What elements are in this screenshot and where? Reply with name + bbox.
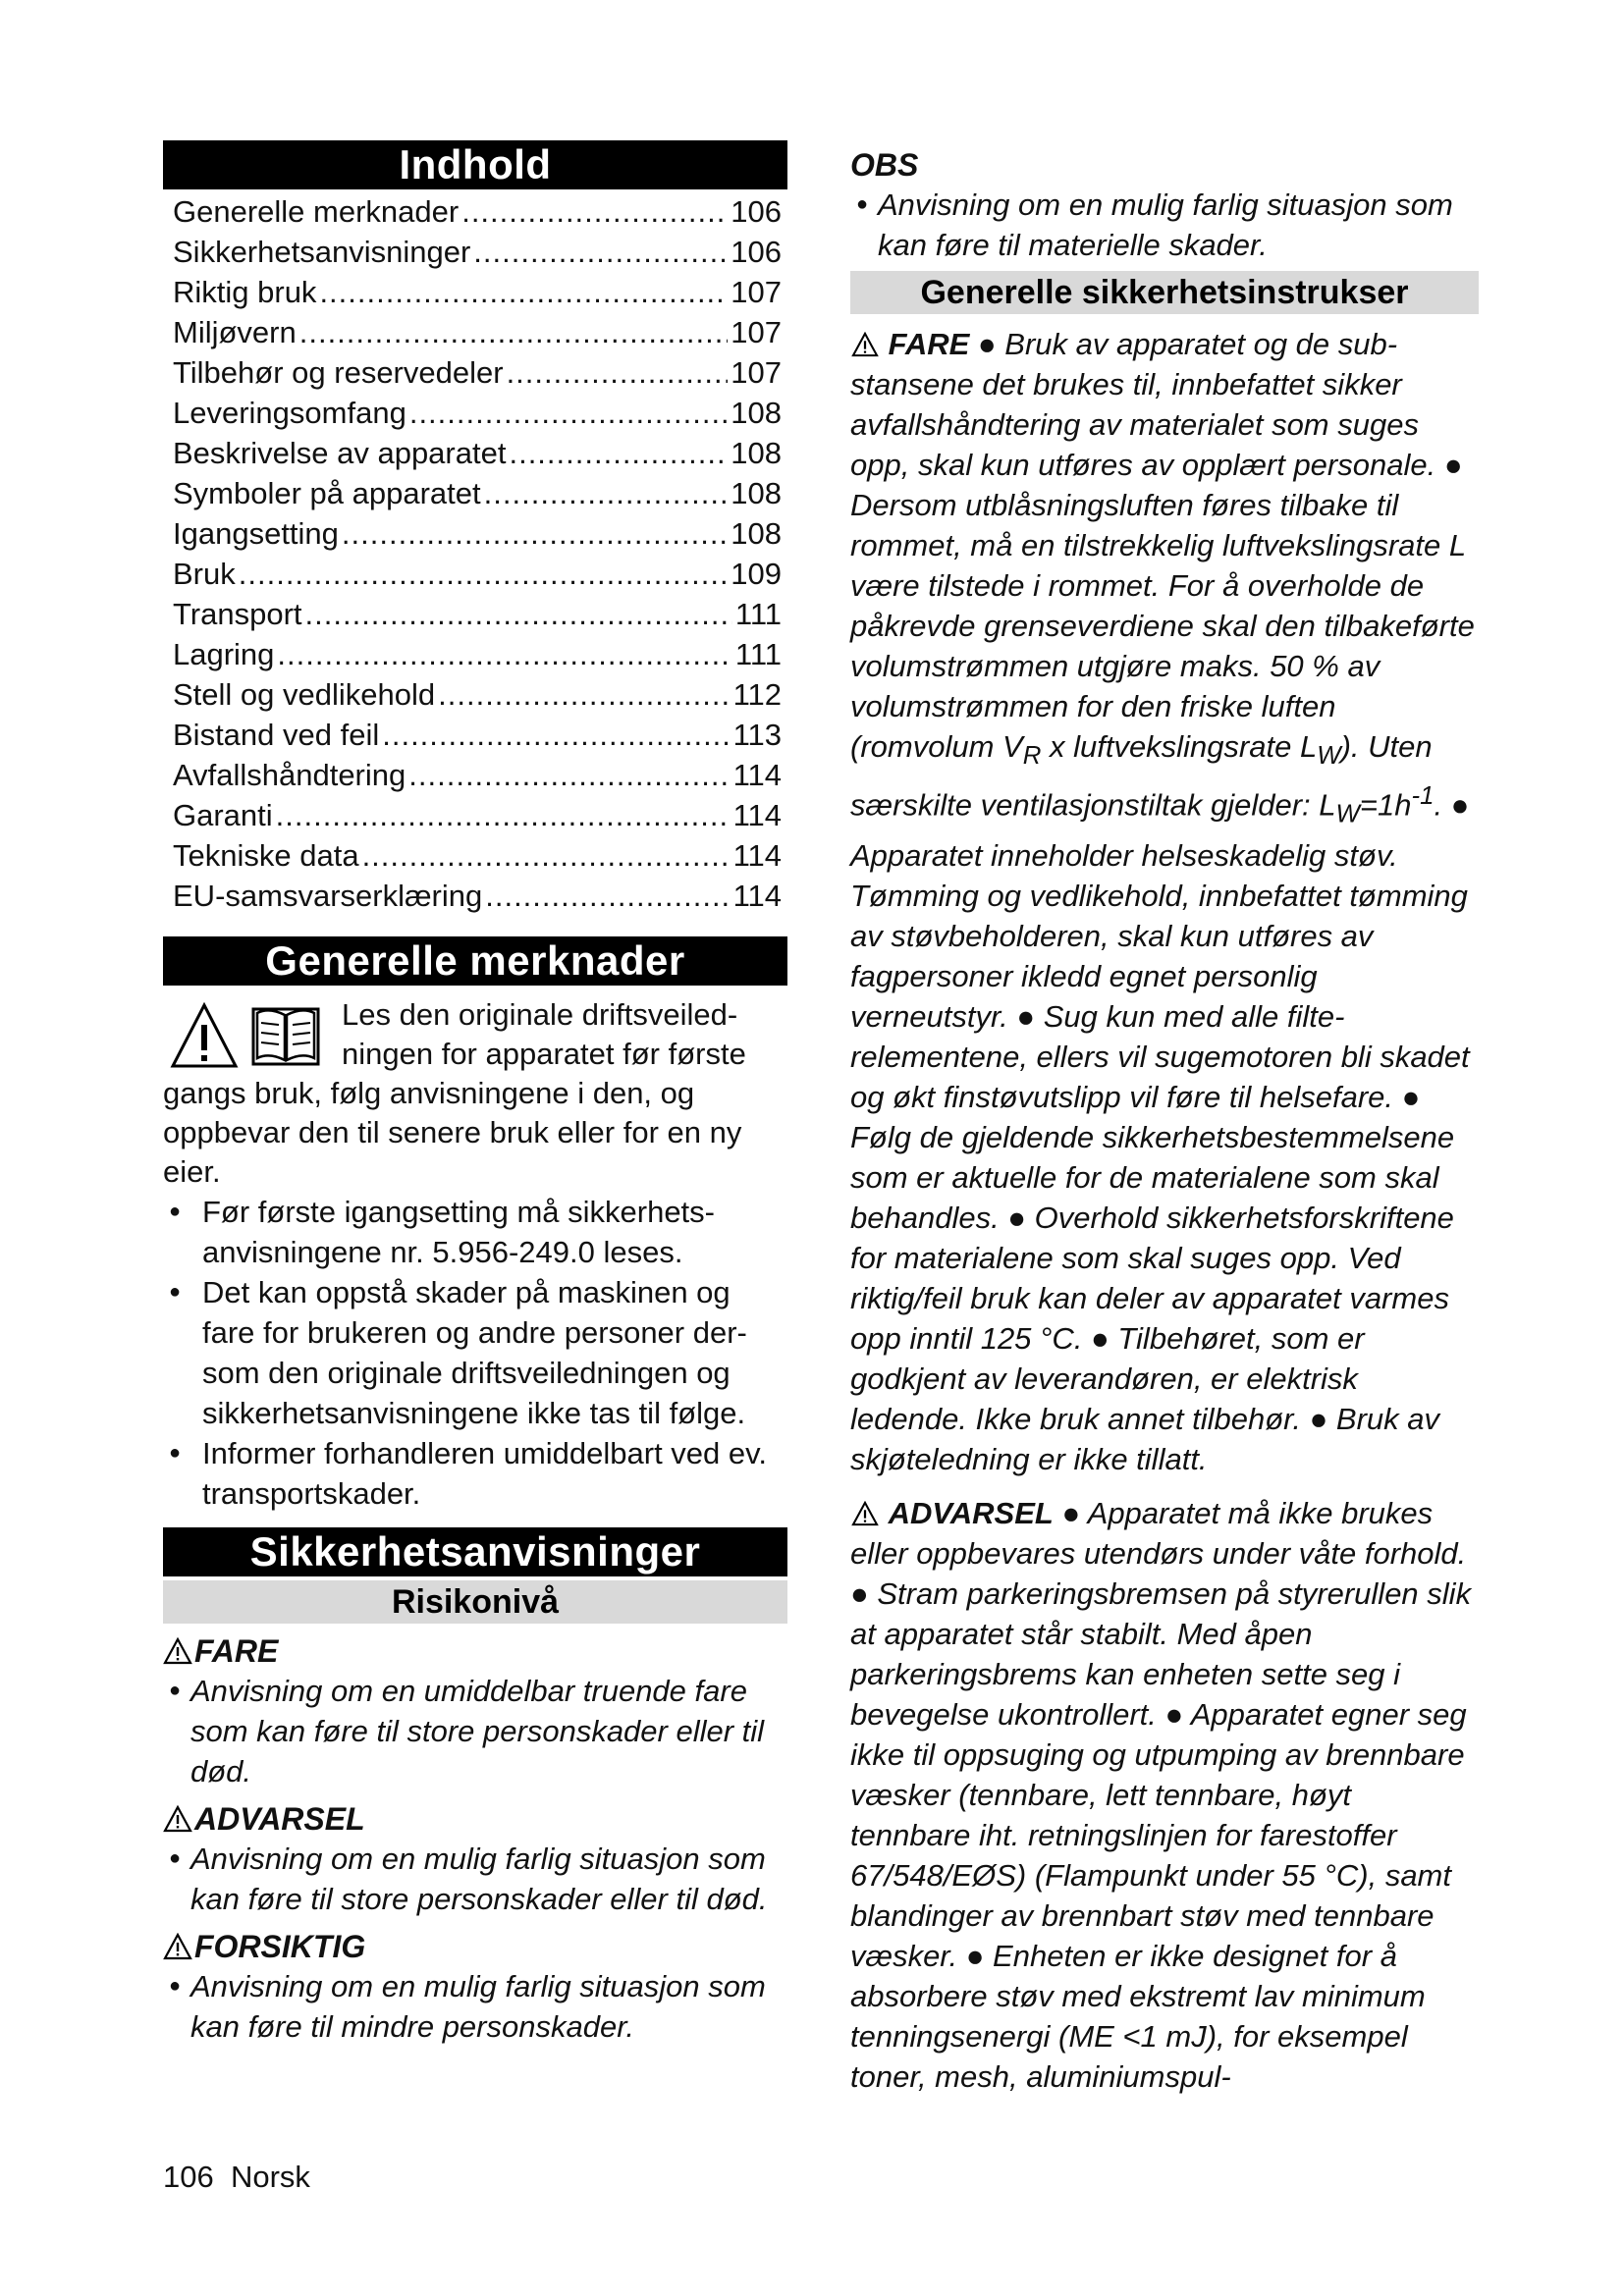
toc-entry-page: 108 xyxy=(731,516,782,551)
toc-entry-label: Stell og vedlikehold xyxy=(173,677,436,712)
general-notes-title: Generelle merknader xyxy=(163,936,787,986)
toc-entry-page: 111 xyxy=(734,637,782,671)
toc-leader xyxy=(485,879,730,914)
general-bullet: ● Det kan oppstå skader på maskinen og fare for brukeren og andre personer dersom den originale driftsveiledningen og sikkerhetsanvisningene ikke tas til følge. xyxy=(163,1272,787,1433)
general-instructions-title: Generelle sikkerhetsinstrukser xyxy=(850,271,1479,314)
toc-title: Indhold xyxy=(163,140,787,189)
intro-line-2: ningen for apparatet før første xyxy=(342,1037,746,1071)
level-text: ● Anvisning om en umiddelbar truende fare som kan føre til store personskader eller til død. xyxy=(163,1671,787,1791)
fare-text: ● Bruk av apparatet og de substansene det brukes til, innbefattet sikker avfallshåndtering av materialet som suges opp, skal kun utføres av opplært personale. ● Dersom utblåsningsluften føres tilbake til rommet, må en tilstrekkelig luftvekslingsrate L være tilstede i rommet. For å overholde de påkrevde grenseverdiene skal den tilbakeførte volumstrømmen utgjøre maks. 50 % av volumstrømmen for den friske luften (romvolum V xyxy=(850,327,1475,764)
toc-entry xyxy=(163,194,787,235)
toc-entry-label: Beskrivelse av apparatet xyxy=(173,436,507,470)
general-bullet: ● Informer forhandleren umiddelbart ved ev. transportskader. xyxy=(163,1433,787,1514)
toc-entry-label: Garanti xyxy=(173,798,273,832)
risk-level-title: Risikonivå xyxy=(163,1580,787,1624)
toc-leader xyxy=(299,315,729,350)
footer-language: Norsk xyxy=(230,2160,310,2194)
level-name: ADVARSEL xyxy=(194,1801,365,1837)
warning-icon xyxy=(850,1501,880,1526)
toc-entry-page: 106 xyxy=(731,235,782,269)
table-of-contents xyxy=(163,194,787,919)
fare-text: =1h xyxy=(1359,787,1412,823)
toc-leader xyxy=(438,677,730,713)
toc-entry-page: 108 xyxy=(731,396,782,430)
toc-entry xyxy=(163,677,787,718)
fare-label: FARE xyxy=(888,327,970,361)
toc-entry xyxy=(163,396,787,436)
toc-entry-page: 107 xyxy=(731,275,782,309)
toc-entry-label: Leveringsomfang xyxy=(173,396,406,430)
intro-rest: gangs bruk, følg anvisningene i den, og oppbevar den til senere bruk eller for en ny eier. xyxy=(163,1076,742,1189)
toc-entry-label: Bistand ved feil xyxy=(173,718,380,752)
toc-leader xyxy=(276,798,731,833)
fare-paragraph xyxy=(850,324,1479,1479)
toc-leader xyxy=(507,355,729,391)
page-number: 106 xyxy=(163,2160,214,2194)
toc-leader xyxy=(408,758,730,793)
toc-leader xyxy=(305,597,732,632)
advarsel-paragraph xyxy=(850,1493,1479,2097)
toc-leader xyxy=(382,718,730,753)
level-name: FORSIKTIG xyxy=(194,1929,366,1964)
toc-entry xyxy=(163,879,787,919)
level-name: FARE xyxy=(194,1633,279,1669)
toc-leader xyxy=(319,275,728,310)
toc-entry xyxy=(163,557,787,597)
level-fare xyxy=(163,1631,787,1671)
safety-title: Sikkerhetsanvisninger xyxy=(163,1527,787,1576)
toc-entry xyxy=(163,838,787,879)
toc-leader xyxy=(484,476,729,511)
warning-icon xyxy=(850,332,880,357)
advarsel-label: ADVARSEL xyxy=(888,1495,1054,1530)
general-bullet: ● Før første igangsetting må sikkerhetsanvisningene nr. 5.956-249.0 leses. xyxy=(163,1192,787,1272)
subscript: W xyxy=(1335,800,1360,828)
toc-entry-label: Lagring xyxy=(173,637,275,671)
toc-entry-page: 107 xyxy=(731,355,782,390)
toc-entry-page: 107 xyxy=(731,315,782,349)
toc-entry-page: 114 xyxy=(732,798,782,832)
toc-entry-label: Sikkerhetsanvisninger xyxy=(173,235,471,269)
toc-entry-label: Riktig bruk xyxy=(173,275,317,309)
toc-entry-page: 113 xyxy=(732,718,782,752)
subscript: W xyxy=(1317,742,1341,771)
fare-text: x luftvekslingsrate L xyxy=(1041,729,1318,764)
toc-entry xyxy=(163,436,787,476)
toc-entry xyxy=(163,758,787,798)
toc-entry-page: 114 xyxy=(732,758,782,792)
level-obs xyxy=(850,145,1479,185)
fare-text: . ● Apparatet inneholder helseskadelig støv. Tømming og vedlikehold, innbefattet tømming av støvbeholderen, skal kun utføres av fagpersoner ikledd egnet personlig verneutstyr. ● Sug kun med alle filterelementene, ellers vil sugemotoren bli skadet og økt finstøvutslipp vil føre til helsefare. ● Følg de gjeldende sikkerhetsbestemmelsene som er aktuelle for de materialene som skal behandles. ● Overhold sikkerhetsforskriftene for materialene som skal suges opp. Ved riktig/feil bruk kan deler av apparatet varmes opp inntil 125 °C. ● Tilbehøret, som er godkjent av leverandøren, er elektrisk ledende. Ikke bruk annet tilbehør. ● Bruk av skjøteledning er ikke tillatt. xyxy=(850,787,1470,1476)
toc-entry-label: Igangsetting xyxy=(173,516,339,551)
toc-entry xyxy=(163,516,787,557)
fare-text: ). Uten særskilte ventilasjonstiltak gjelder: L xyxy=(850,729,1433,823)
toc-entry xyxy=(163,235,787,275)
toc-entry xyxy=(163,718,787,758)
subscript: R xyxy=(1022,742,1042,771)
toc-entry-page: 108 xyxy=(731,476,782,510)
toc-entry-page: 111 xyxy=(734,597,782,631)
toc-entry-label: Avfallshåndtering xyxy=(173,758,406,792)
warning-icon xyxy=(163,1637,192,1665)
advarsel-text: ● Apparatet må ikke brukes eller oppbevares utendørs under våte forhold. ● Stram parkeringsbremsen på styrerullen slik at apparatet står stabilt. Med åpen parkeringsbrems kan enheten sette seg i bevegelse ukontrollert. ● Apparatet egner seg ikke til oppsuging og utpumping av brennbare væsker (tennbare, lett tennbare, høyt tennbare iht. retningslinjen for farestoffer 67/548/EØS) (Flampunkt under 55 °C), samt blandinger av brennbart støv med tennbare væsker. ● Enheten er ikke designet for å absorbere støv med ekstremt lav minimum tenningsenergi (ME <1 mJ), for eksempel toner, mesh, aluminiumspul- xyxy=(850,1495,1472,2094)
toc-entry-page: 114 xyxy=(732,879,782,913)
toc-entry-label: EU-samsvarserklæring xyxy=(173,879,483,913)
level-text: ● Anvisning om en mulig farlig situasjon som kan føre til materielle skader. xyxy=(850,185,1479,265)
toc-entry-label: Miljøvern xyxy=(173,315,297,349)
toc-entry xyxy=(163,355,787,396)
toc-leader xyxy=(461,194,728,230)
left-column xyxy=(163,140,787,2047)
toc-entry-page: 109 xyxy=(731,557,782,591)
level-forsiktig xyxy=(163,1927,787,1966)
toc-entry-label: Bruk xyxy=(173,557,236,591)
toc-leader xyxy=(362,838,731,874)
toc-leader xyxy=(473,235,728,270)
toc-entry-label: Generelle merknader xyxy=(173,194,460,229)
toc-entry-label: Symboler på apparatet xyxy=(173,476,481,510)
toc-entry-page: 114 xyxy=(732,838,782,873)
warning-manual-icon xyxy=(169,1001,338,1072)
toc-leader xyxy=(409,396,728,431)
toc-entry xyxy=(163,637,787,677)
toc-entry xyxy=(163,476,787,516)
level-text: ● Anvisning om en mulig farlig situasjon som kan føre til store personskader eller til død. xyxy=(163,1839,787,1919)
toc-leader xyxy=(277,637,731,672)
right-column xyxy=(850,145,1479,2097)
toc-entry xyxy=(163,798,787,838)
warning-icon xyxy=(163,1933,192,1960)
page-footer xyxy=(163,2160,310,2195)
level-advarsel xyxy=(163,1799,787,1839)
toc-leader xyxy=(342,516,728,552)
toc-entry-label: Transport xyxy=(173,597,302,631)
toc-entry-page: 106 xyxy=(731,194,782,229)
level-name: OBS xyxy=(850,147,919,183)
superscript: -1 xyxy=(1411,782,1435,811)
toc-entry-page: 112 xyxy=(732,677,782,712)
toc-entry-label: Tekniske data xyxy=(173,838,359,873)
toc-entry-label: Tilbehør og reservedeler xyxy=(173,355,504,390)
toc-leader xyxy=(239,557,729,592)
level-text: ● Anvisning om en mulig farlig situasjon som kan føre til mindre personskader. xyxy=(163,1966,787,2047)
toc-entry xyxy=(163,315,787,355)
toc-leader xyxy=(509,436,728,471)
toc-entry xyxy=(163,275,787,315)
toc-entry xyxy=(163,597,787,637)
warning-icon xyxy=(163,1805,192,1833)
general-intro xyxy=(163,995,787,1192)
toc-entry-page: 108 xyxy=(731,436,782,470)
intro-line-1: Les den originale driftsveiled- xyxy=(342,997,738,1032)
